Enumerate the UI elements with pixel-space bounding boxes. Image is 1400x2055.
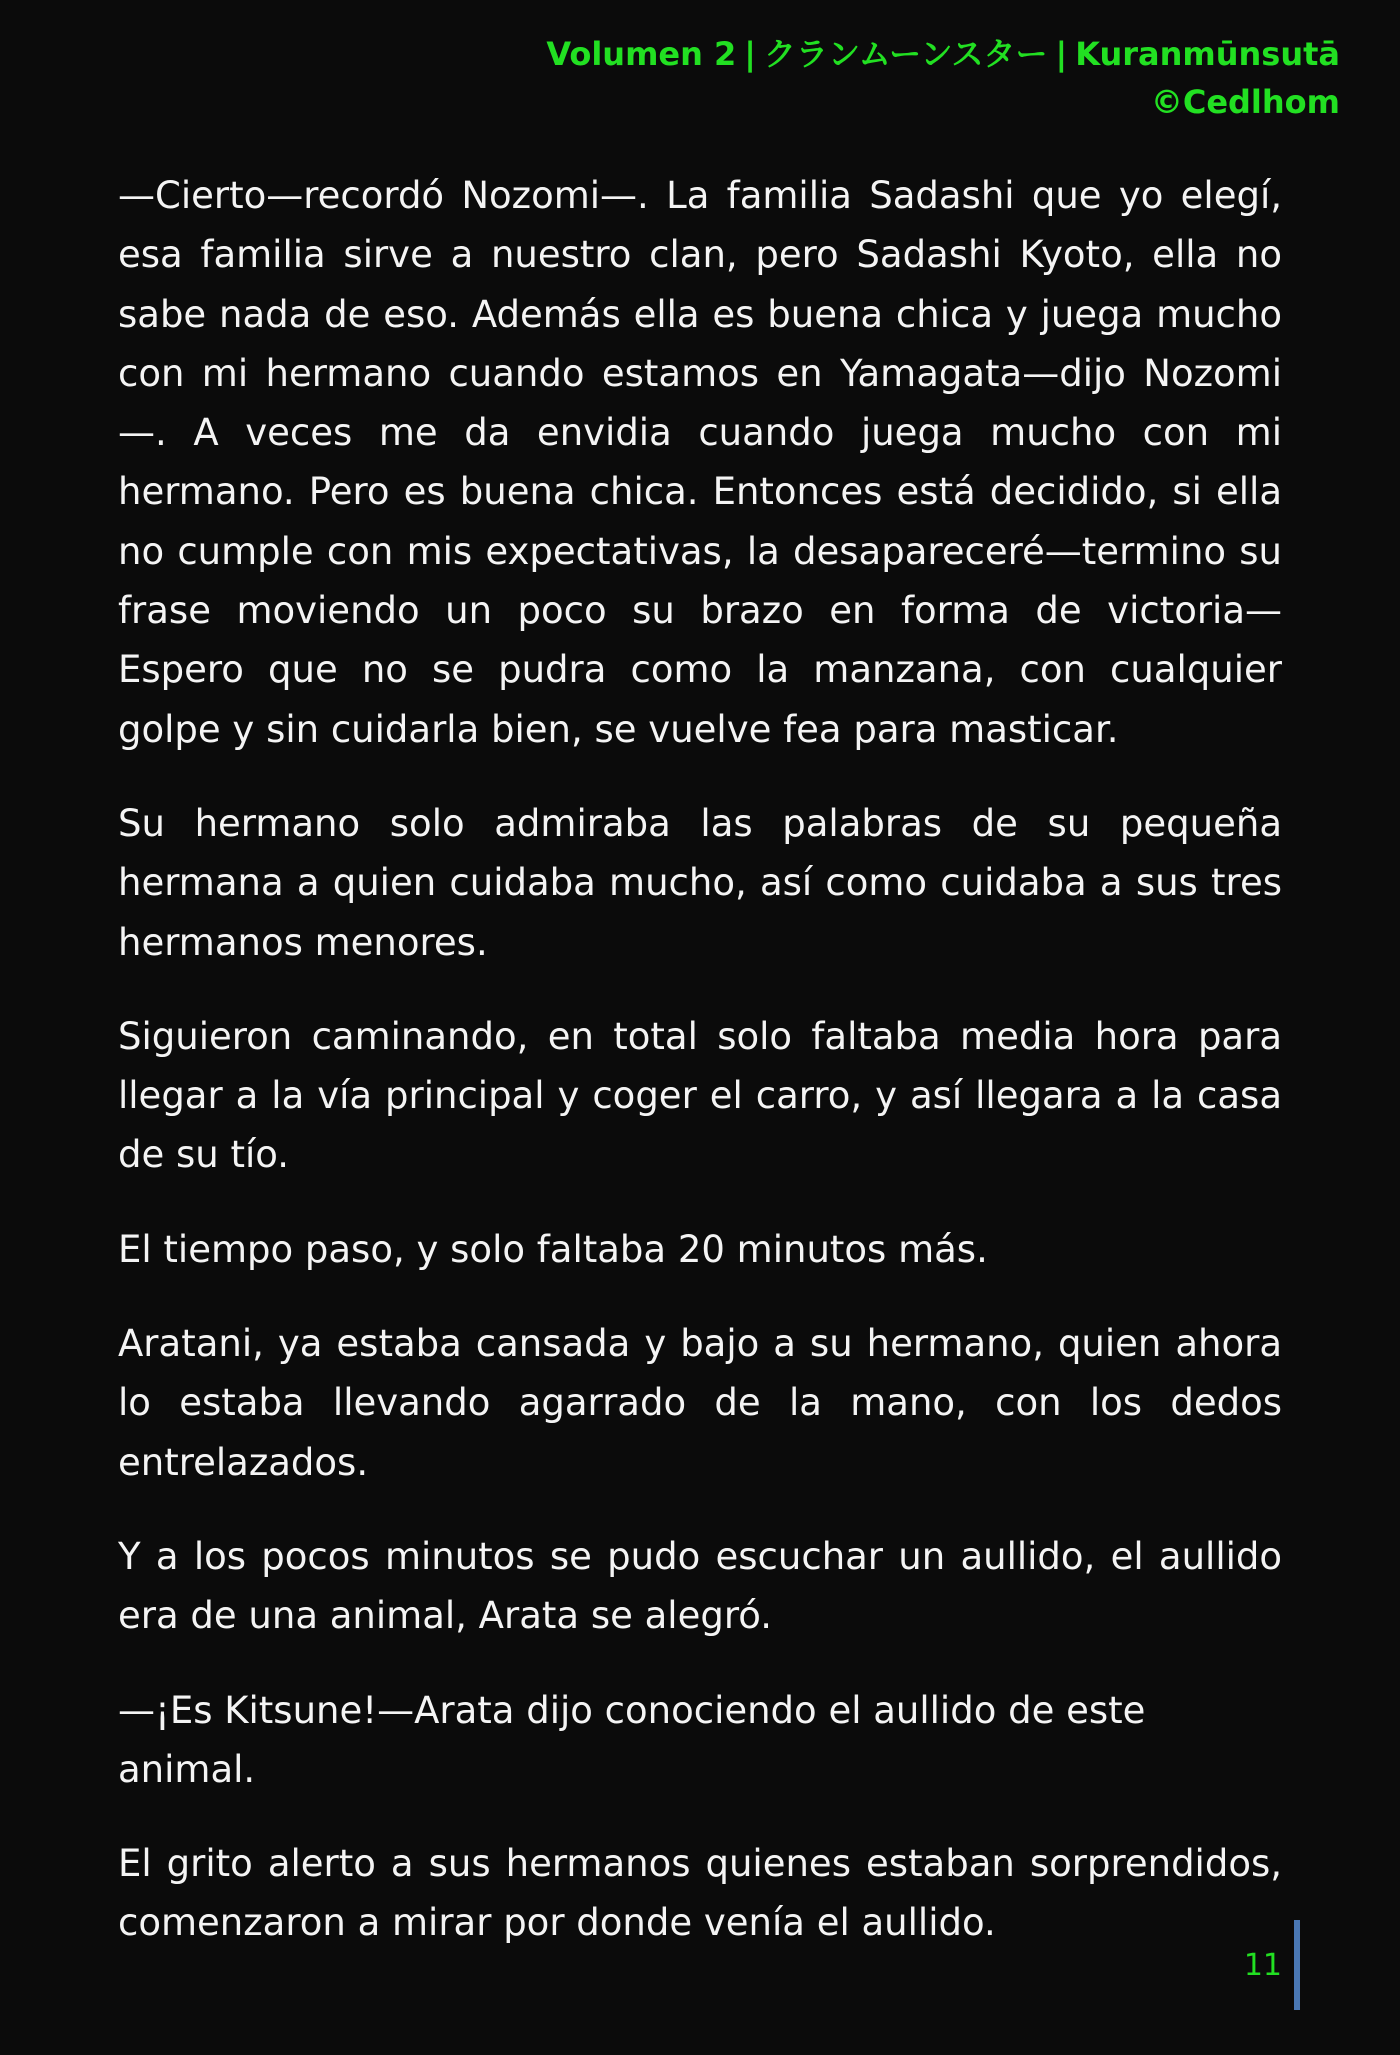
page-footer [1244,1920,1300,2010]
paragraph-3: Siguieron caminando, en total solo faltaba media hora para llegar a la vía principal y coger el carro, y así llegara a la casa de su tío. [118,1014,1282,1177]
paragraph-1: —Cierto—recordó Nozomi—. La familia Sadashi que yo elegí, esa familia sirve a nuestro clan, pero Sadashi Kyoto, ella no sabe nada de eso. Además ella es buena chica y juega mucho con mi hermano cuando estamos en Yamagata—dijo Nozomi—. A veces me da envidia cuando juega mucho con mi hermano. Pero es buena chica. Entonces está decidido, si ella no cumple con mis expectativas, la desapareceré—termino su frase moviendo un poco su brazo en forma de victoria—Espero que no se pudra como la manzana, con cualquier golpe y sin cuidarla bien, se vuelve fea para masticar. [118,174,1282,751]
paragraph-8: El grito alerto a sus hermanos quienes estaban sorprendidos, comenzaron a mirar por donde venía el aullido. [118,1842,1282,1945]
paragraph-6: Y a los pocos minutos se pudo escuchar un aullido, el aullido era de una animal, Arata se alegró. [118,1534,1282,1638]
header-line-1 [546,30,1340,78]
body-text [118,166,1282,1988]
page-header [546,30,1340,126]
page-number: 11 [1243,1947,1282,1983]
paragraph-5: Aratani, ya estaba cansada y bajo a su hermano, quien ahora lo estaba llevando agarrado de la mano, con los dedos entrelazados. [118,1322,1282,1484]
page-number-bar [1294,1920,1300,2010]
header-author: ©Cedlhom [1150,83,1340,121]
paragraph-4: El tiempo paso, y solo faltaba 20 minutos más. [118,1227,988,1271]
paragraph-2: Su hermano solo admiraba las palabras de su pequeña hermana a quien cuidaba mucho, así como cuidaba a sus tres hermanos menores. [118,801,1282,964]
paragraph-7: —¡Es Kitsune!—Arata dijo conociendo el aullido de este animal. [118,1688,1146,1791]
header-separator-1: | [744,35,756,73]
header-title-jp: クランムーンスター [763,35,1048,73]
header-volume: Volumen 2 [546,35,737,73]
header-title-romaji: Kuranmūnsutā [1075,35,1340,73]
header-separator-2: | [1055,35,1068,73]
